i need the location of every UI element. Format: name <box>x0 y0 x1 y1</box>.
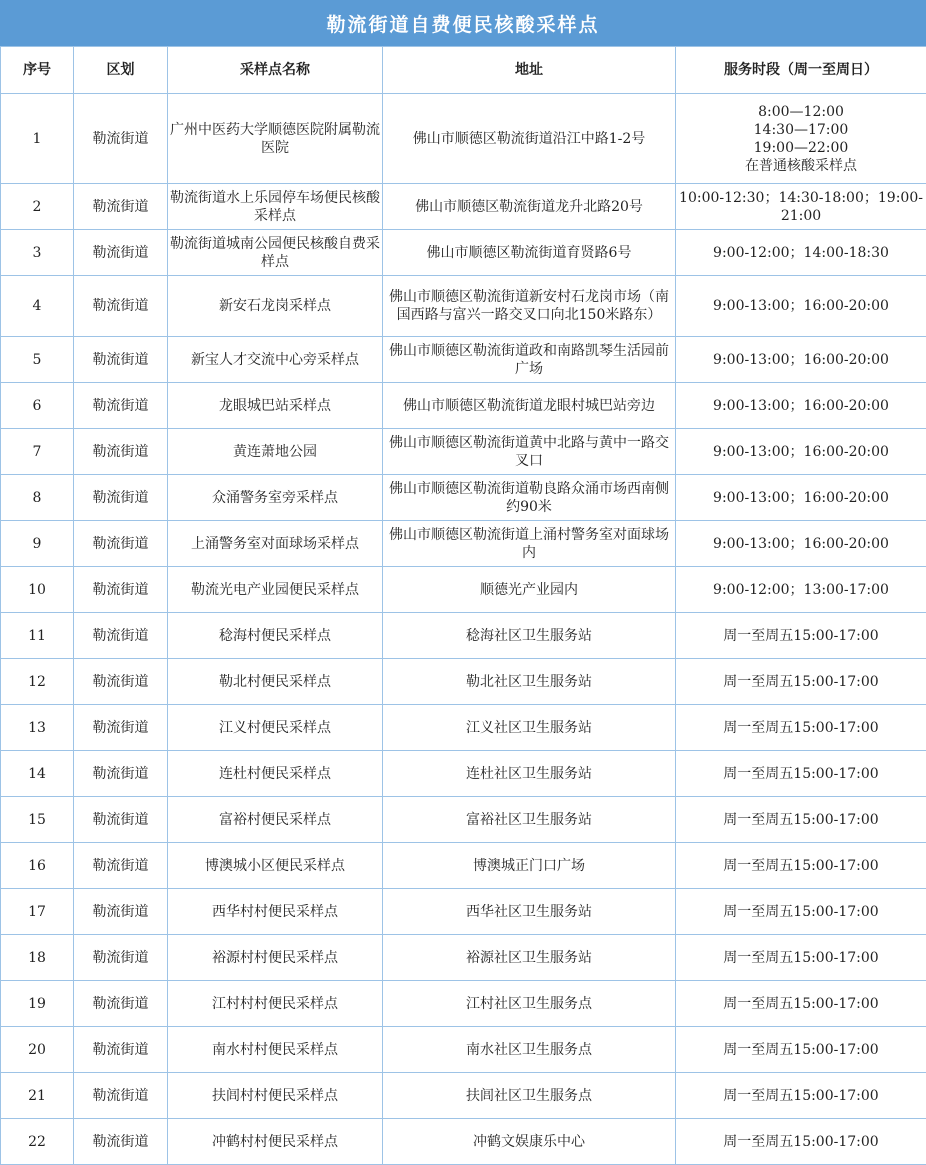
cell-name: 众涌警务室旁采样点 <box>168 475 383 521</box>
cell-address: 连杜社区卫生服务站 <box>383 751 676 797</box>
cell-hours: 周一至周五15:00-17:00 <box>676 751 926 797</box>
cell-hours: 10:00-12:30；14:30-18:00；19:00-21:00 <box>676 184 926 230</box>
cell-district: 勒流街道 <box>74 276 168 337</box>
cell-name: 稔海村便民采样点 <box>168 613 383 659</box>
header-hours: 服务时段（周一至周日） <box>676 47 926 94</box>
cell-address: 冲鹤文娱康乐中心 <box>383 1119 676 1165</box>
cell-address: 南水社区卫生服务点 <box>383 1027 676 1073</box>
table-row <box>1 843 926 889</box>
table-row <box>1 475 926 521</box>
cell-no: 2 <box>1 184 74 230</box>
cell-address: 佛山市顺德区勒流街道政和南路凯琴生活园前广场 <box>383 337 676 383</box>
cell-district: 勒流街道 <box>74 521 168 567</box>
cell-district: 勒流街道 <box>74 981 168 1027</box>
cell-no: 7 <box>1 429 74 475</box>
cell-district: 勒流街道 <box>74 184 168 230</box>
cell-name: 勒流光电产业园便民采样点 <box>168 567 383 613</box>
cell-address: 稔海社区卫生服务站 <box>383 613 676 659</box>
cell-address: 扶闾社区卫生服务点 <box>383 1073 676 1119</box>
table-row <box>1 1027 926 1073</box>
cell-no: 11 <box>1 613 74 659</box>
cell-hours: 周一至周五15:00-17:00 <box>676 613 926 659</box>
cell-address: 西华社区卫生服务站 <box>383 889 676 935</box>
cell-district: 勒流街道 <box>74 230 168 276</box>
table-row <box>1 1119 926 1165</box>
sampling-points-table <box>0 46 926 1165</box>
cell-no: 6 <box>1 383 74 429</box>
cell-name: 上涌警务室对面球场采样点 <box>168 521 383 567</box>
cell-hours: 9:00-13:00；16:00-20:00 <box>676 383 926 429</box>
cell-hours: 9:00-13:00；16:00-20:00 <box>676 429 926 475</box>
cell-name: 新宝人才交流中心旁采样点 <box>168 337 383 383</box>
cell-district: 勒流街道 <box>74 475 168 521</box>
cell-hours: 周一至周五15:00-17:00 <box>676 705 926 751</box>
cell-name: 连杜村便民采样点 <box>168 751 383 797</box>
cell-hours: 9:00-13:00；16:00-20:00 <box>676 475 926 521</box>
table-row <box>1 935 926 981</box>
cell-address: 佛山市顺德区勒流街道沿江中路1-2号 <box>383 94 676 184</box>
cell-hours: 9:00-13:00；16:00-20:00 <box>676 337 926 383</box>
cell-hours: 周一至周五15:00-17:00 <box>676 1119 926 1165</box>
table-row <box>1 521 926 567</box>
table-row <box>1 1073 926 1119</box>
cell-hours: 周一至周五15:00-17:00 <box>676 889 926 935</box>
cell-district: 勒流街道 <box>74 1073 168 1119</box>
table-title: 勒流街道自费便民核酸采样点 <box>0 0 926 46</box>
cell-address: 裕源社区卫生服务站 <box>383 935 676 981</box>
cell-district: 勒流街道 <box>74 337 168 383</box>
header-name: 采样点名称 <box>168 47 383 94</box>
cell-no: 20 <box>1 1027 74 1073</box>
cell-address: 佛山市顺德区勒流街道勒良路众涌市场西南侧约90米 <box>383 475 676 521</box>
cell-no: 9 <box>1 521 74 567</box>
table-row <box>1 889 926 935</box>
cell-hours: 周一至周五15:00-17:00 <box>676 1027 926 1073</box>
table-row <box>1 797 926 843</box>
cell-address: 佛山市顺德区勒流街道龙眼村城巴站旁边 <box>383 383 676 429</box>
cell-name: 龙眼城巴站采样点 <box>168 383 383 429</box>
cell-name: 勒流街道水上乐园停车场便民核酸采样点 <box>168 184 383 230</box>
cell-hours: 周一至周五15:00-17:00 <box>676 797 926 843</box>
cell-name: 勒流街道城南公园便民核酸自费采样点 <box>168 230 383 276</box>
cell-hours: 9:00-12:00；13:00-17:00 <box>676 567 926 613</box>
table-row <box>1 659 926 705</box>
cell-no: 8 <box>1 475 74 521</box>
cell-no: 15 <box>1 797 74 843</box>
cell-hours: 周一至周五15:00-17:00 <box>676 659 926 705</box>
cell-name: 黄连萧地公园 <box>168 429 383 475</box>
cell-address: 勒北社区卫生服务站 <box>383 659 676 705</box>
cell-no: 18 <box>1 935 74 981</box>
header-district: 区划 <box>74 47 168 94</box>
cell-address: 顺德光产业园内 <box>383 567 676 613</box>
cell-no: 4 <box>1 276 74 337</box>
cell-name: 新安石龙岗采样点 <box>168 276 383 337</box>
cell-name: 富裕村便民采样点 <box>168 797 383 843</box>
cell-district: 勒流街道 <box>74 659 168 705</box>
cell-hours: 周一至周五15:00-17:00 <box>676 843 926 889</box>
cell-address: 佛山市顺德区勒流街道新安村石龙岗市场（南国西路与富兴一路交叉口向北150米路东） <box>383 276 676 337</box>
table-row <box>1 567 926 613</box>
table-row <box>1 94 926 184</box>
cell-no: 10 <box>1 567 74 613</box>
table-row <box>1 230 926 276</box>
cell-no: 22 <box>1 1119 74 1165</box>
cell-district: 勒流街道 <box>74 94 168 184</box>
cell-hours: 周一至周五15:00-17:00 <box>676 1073 926 1119</box>
table-row <box>1 429 926 475</box>
cell-name: 勒北村便民采样点 <box>168 659 383 705</box>
cell-address: 江村社区卫生服务点 <box>383 981 676 1027</box>
cell-address: 佛山市顺德区勒流街道黄中北路与黄中一路交叉口 <box>383 429 676 475</box>
cell-address: 佛山市顺德区勒流街道育贤路6号 <box>383 230 676 276</box>
cell-no: 21 <box>1 1073 74 1119</box>
header-no: 序号 <box>1 47 74 94</box>
cell-address: 富裕社区卫生服务站 <box>383 797 676 843</box>
cell-address: 江义社区卫生服务站 <box>383 705 676 751</box>
cell-hours: 周一至周五15:00-17:00 <box>676 935 926 981</box>
cell-no: 3 <box>1 230 74 276</box>
cell-name: 西华村村便民采样点 <box>168 889 383 935</box>
cell-district: 勒流街道 <box>74 843 168 889</box>
table-row <box>1 705 926 751</box>
cell-district: 勒流街道 <box>74 889 168 935</box>
cell-district: 勒流街道 <box>74 613 168 659</box>
cell-no: 14 <box>1 751 74 797</box>
cell-district: 勒流街道 <box>74 383 168 429</box>
table-row <box>1 751 926 797</box>
cell-district: 勒流街道 <box>74 1119 168 1165</box>
table-row <box>1 184 926 230</box>
cell-no: 5 <box>1 337 74 383</box>
cell-no: 1 <box>1 94 74 184</box>
cell-district: 勒流街道 <box>74 935 168 981</box>
cell-address: 佛山市顺德区勒流街道上涌村警务室对面球场内 <box>383 521 676 567</box>
cell-hours: 9:00-13:00；16:00-20:00 <box>676 521 926 567</box>
cell-no: 19 <box>1 981 74 1027</box>
header-address: 地址 <box>383 47 676 94</box>
cell-name: 南水村村便民采样点 <box>168 1027 383 1073</box>
cell-name: 博澳城小区便民采样点 <box>168 843 383 889</box>
cell-name: 江义村便民采样点 <box>168 705 383 751</box>
cell-hours: 8:00—12:00 14:30—17:00 19:00—22:00 在普通核酸采样点 <box>676 94 926 184</box>
cell-district: 勒流街道 <box>74 429 168 475</box>
table-row <box>1 613 926 659</box>
table-row <box>1 383 926 429</box>
cell-hours: 9:00-12:00；14:00-18:30 <box>676 230 926 276</box>
cell-hours: 周一至周五15:00-17:00 <box>676 981 926 1027</box>
table-row <box>1 337 926 383</box>
header-row <box>1 47 926 94</box>
cell-address: 博澳城正门口广场 <box>383 843 676 889</box>
cell-name: 广州中医药大学顺德医院附属勒流医院 <box>168 94 383 184</box>
cell-name: 扶闾村村便民采样点 <box>168 1073 383 1119</box>
cell-name: 冲鹤村村便民采样点 <box>168 1119 383 1165</box>
cell-name: 裕源村村便民采样点 <box>168 935 383 981</box>
cell-no: 17 <box>1 889 74 935</box>
cell-hours: 9:00-13:00；16:00-20:00 <box>676 276 926 337</box>
cell-district: 勒流街道 <box>74 1027 168 1073</box>
cell-name: 江村村村便民采样点 <box>168 981 383 1027</box>
cell-district: 勒流街道 <box>74 567 168 613</box>
cell-no: 13 <box>1 705 74 751</box>
cell-no: 16 <box>1 843 74 889</box>
cell-district: 勒流街道 <box>74 705 168 751</box>
table-row <box>1 276 926 337</box>
cell-no: 12 <box>1 659 74 705</box>
cell-address: 佛山市顺德区勒流街道龙升北路20号 <box>383 184 676 230</box>
cell-district: 勒流街道 <box>74 751 168 797</box>
cell-district: 勒流街道 <box>74 797 168 843</box>
table-row <box>1 981 926 1027</box>
